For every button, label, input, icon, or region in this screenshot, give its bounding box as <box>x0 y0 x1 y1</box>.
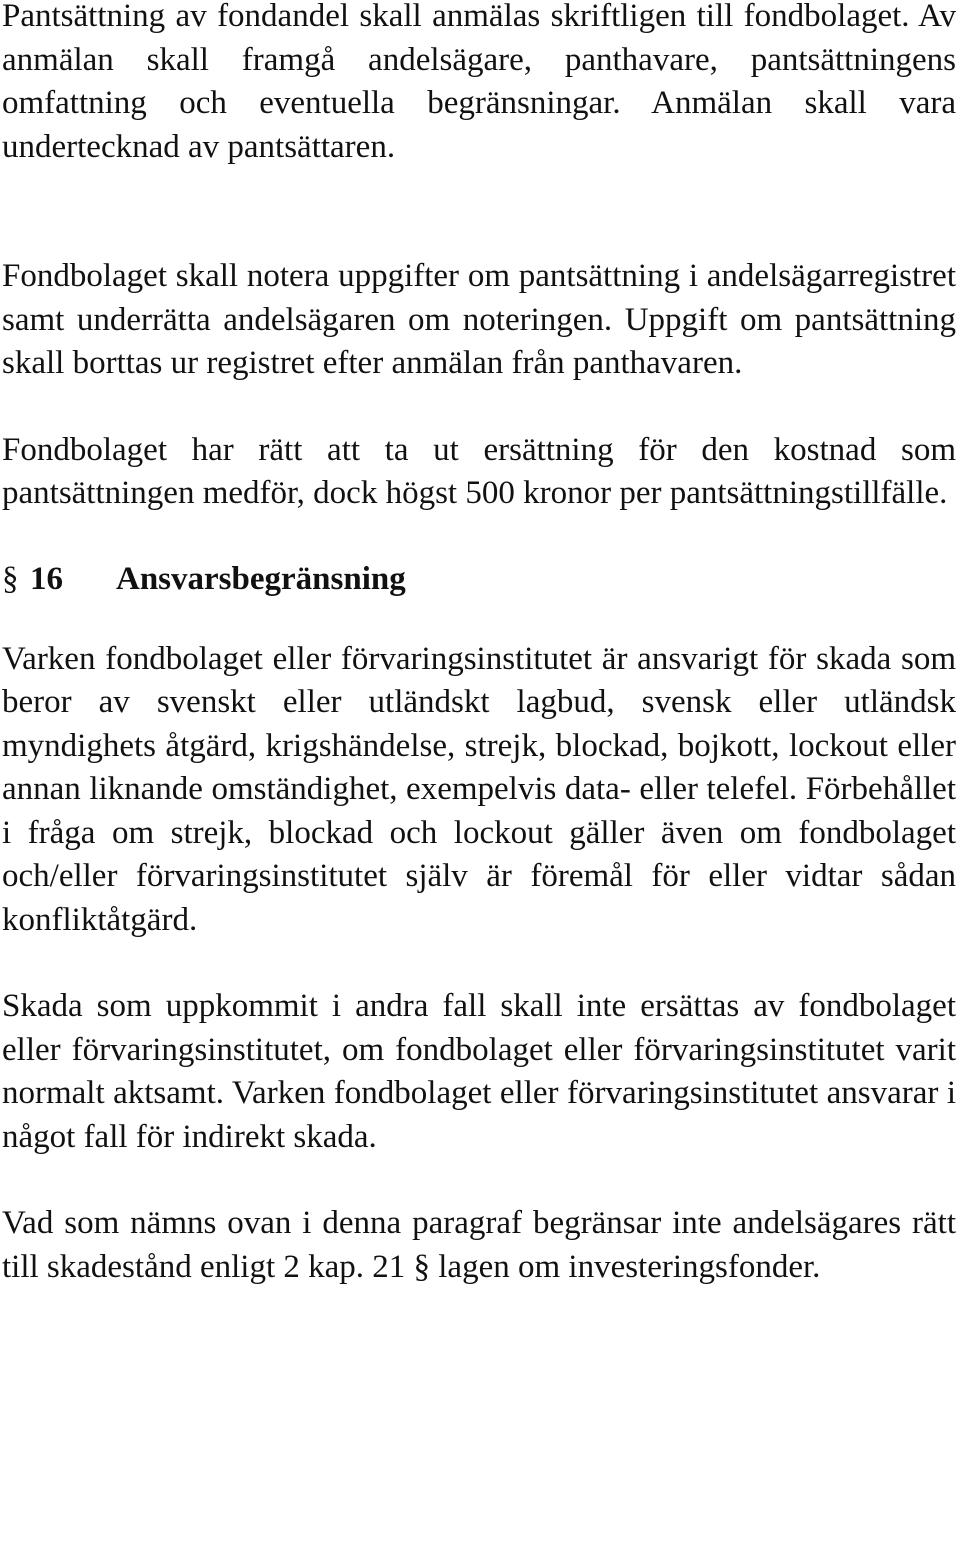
paragraph-shareholder-rights: Vad som nämns ovan i denna paragraf begränsar inte andelsägares rätt till skadestånd enligt 2 kap. 21 § lagen om investeringsfonder. <box>2 1205 956 1285</box>
paragraph-other-damage: Skada som uppkommit i andra fall skall inte ersättas av fondbolaget eller förvaringsinstitutet, om fondbolaget eller förvaringsinstitutet varit normalt aktsamt. Varken fondbolaget eller förvaringsinstitutet ansvarar i något fall för indirekt skada. <box>2 988 956 1155</box>
section-title: Ansvarsbegränsning <box>116 560 406 597</box>
paragraph-pledge-notice: Pantsättning av fondandel skall anmälas skriftligen till fondbolaget. Av anmälan skall framgå andelsägare, panthavare, pantsättningens omfattning och eventuella begränsningar. Anmälan skall vara undertecknad av pantsättaren. <box>2 0 956 165</box>
paragraph-liability-limits: Varken fondbolaget eller förvaringsinstitutet är ansvarigt för skada som beror av svenskt eller utländskt lagbud, svensk eller utländsk myndighets åtgärd, krigshändelse, strejk, blockad, bojkott, lockout eller annan liknande omständighet, exempelvis data- eller telefel. Förbehållet i fråga om strejk, blockad och lockout gäller även om fondbolaget och/eller förvaringsinstitutet själv är föremål för eller vidtar sådan konfliktåtgärd. <box>2 640 956 938</box>
section-heading <box>2 558 956 604</box>
paragraph-fee: Fondbolaget har rätt att ta ut ersättning för den kostnad som pantsättningen medför, dock högst 500 kronor per pantsättningstillfälle. <box>2 431 956 511</box>
section-symbol: § <box>2 560 19 597</box>
paragraph-register-note: Fondbolaget skall notera uppgifter om pantsättning i andelsägarregistret samt underrätta andelsägaren om noteringen. Uppgift om pantsättning skall borttas ur registret efter anmälan från panthavaren. <box>2 258 956 381</box>
section-number: 16 <box>30 560 63 597</box>
